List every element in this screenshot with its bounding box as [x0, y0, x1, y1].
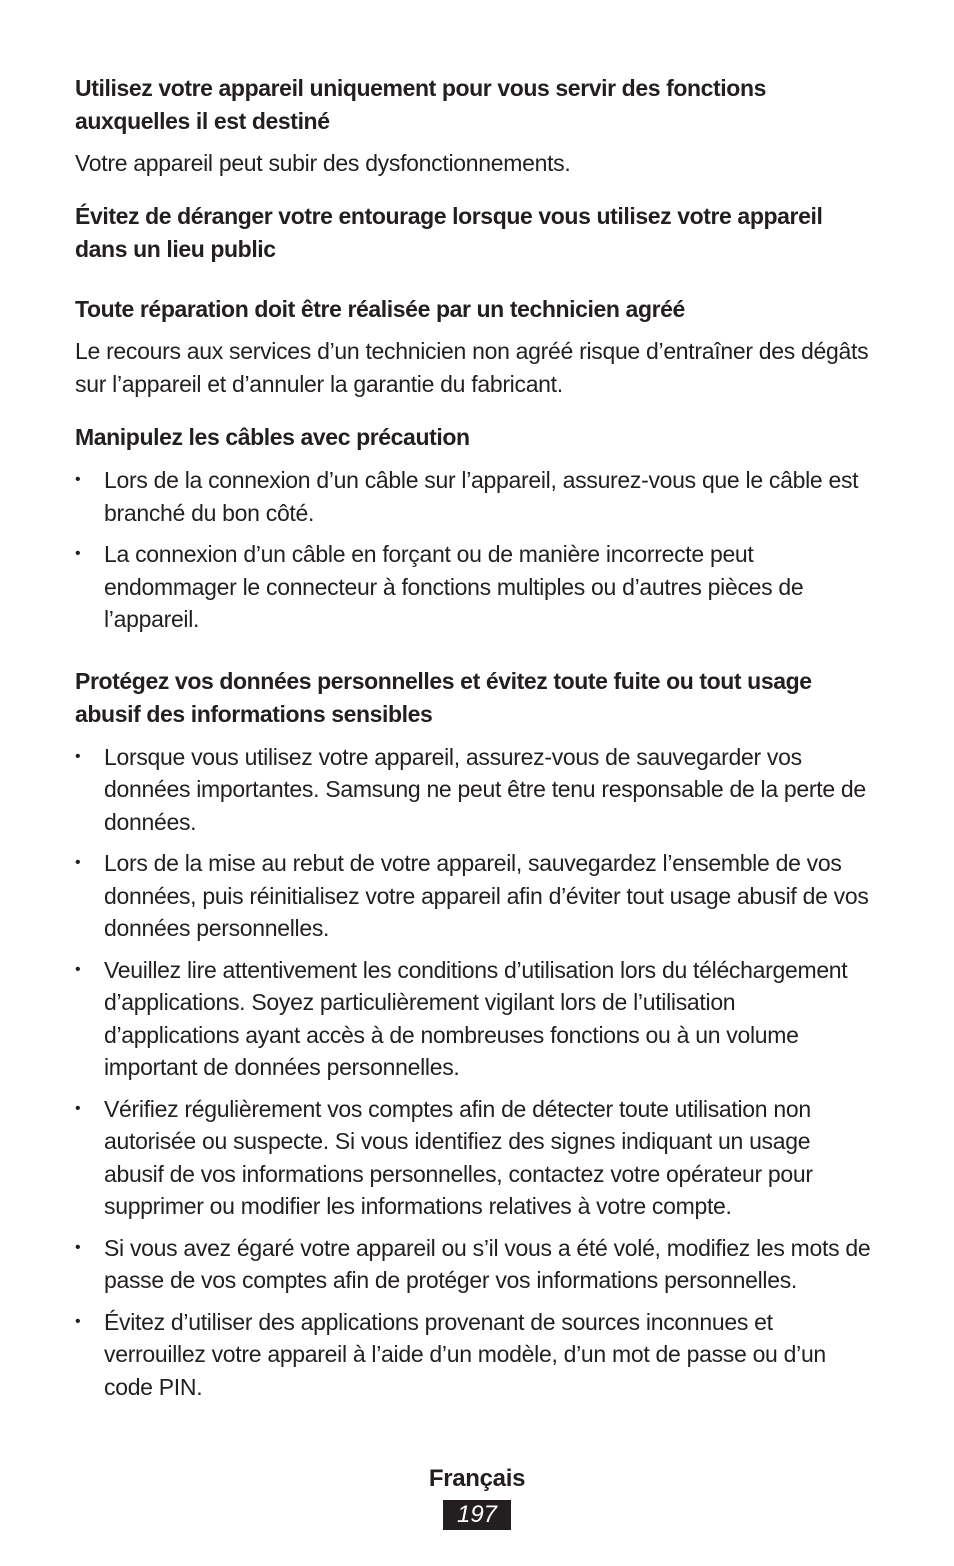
bullet-list [75, 464, 875, 636]
section-intended-use [75, 72, 875, 180]
section-paragraph: Votre appareil peut subir des dysfonctionnements. [75, 150, 571, 176]
list-item [75, 1093, 875, 1223]
list-item [75, 1306, 875, 1404]
list-item-text: Veuillez lire attentivement les conditions d’utilisation lors du téléchargement d’applications. Soyez particulièrement vigilant lors de l’utilisation d’applications ayant accès à de nombreuses fonctions ou à un volume important de données personnelles. [104, 956, 848, 1080]
section-heading: Toute réparation doit être réalisée par un technicien agréé [75, 296, 685, 322]
list-item-text: Vérifiez régulièrement vos comptes afin de détecter toute utilisation non autorisée ou suspecte. Si vous identifiez des signes indiquant un usage abusif de vos informations personnelles, contactez votre opérateur pour supprimer ou modifier les informations relatives à votre compte. [104, 1095, 813, 1219]
footer-language: Français [428, 1465, 526, 1492]
list-item-text: Si vous avez égaré votre appareil ou s’il vous a été volé, modifiez les mots de passe de vos comptes afin de protéger vos informations personnelles. [104, 1234, 871, 1293]
section-cables [75, 421, 875, 636]
list-item-text: Lors de la mise au rebut de votre appareil, sauvegardez l’ensemble de vos données, puis réinitialisez votre appareil afin d’éviter tout usage abusif de vos données personnelles. [104, 850, 869, 941]
list-item [75, 954, 875, 1084]
section-heading: Évitez de déranger votre entourage lorsque vous utilisez votre appareil dans un lieu public [75, 203, 823, 262]
list-item [75, 741, 875, 839]
bullet-icon: • [75, 471, 81, 488]
list-item-text: Lorsque vous utilisez votre appareil, assurez-vous de sauvegarder vos données importantes. Samsung ne peut être tenu responsable de la perte de données. [104, 743, 866, 835]
page-footer [0, 1462, 954, 1530]
bullet-icon: • [75, 545, 81, 562]
page-number: 197 [443, 1500, 511, 1530]
section-public-place [75, 200, 875, 266]
list-item [75, 1232, 875, 1297]
section-personal-data [75, 665, 875, 1404]
bullet-list [75, 741, 875, 1404]
bullet-icon: • [75, 1099, 81, 1117]
section-paragraph: Le recours aux services d’un technicien non agréé risque d’entraîner des dégâts sur l’appareil et d’annuler la garantie du fabricant. [75, 338, 869, 397]
list-item [75, 464, 875, 529]
section-heading: Manipulez les câbles avec précaution [75, 424, 470, 450]
section-repair [75, 293, 875, 401]
list-item-text: Évitez d’utiliser des applications provenant de sources inconnues et verrouillez votre appareil à l’aide d’un modèle, d’un mot de passe ou d’un code PIN. [104, 1308, 826, 1400]
bullet-icon: • [75, 1238, 81, 1256]
document-body [75, 72, 875, 1412]
list-item-text: La connexion d’un câble en forçant ou de manière incorrecte peut endommager le connecteur à fonctions multiples ou d’autres pièces de l’appareil. [104, 541, 804, 632]
bullet-icon: • [75, 960, 81, 978]
section-heading: Utilisez votre appareil uniquement pour vous servir des fonctions auxquelles il est destiné [75, 75, 766, 134]
section-heading: Protégez vos données personnelles et évitez toute fuite ou tout usage abusif des informations sensibles [75, 667, 812, 727]
list-item [75, 847, 875, 945]
bullet-icon: • [75, 1312, 81, 1330]
list-item [75, 538, 875, 636]
list-item-text: Lors de la connexion d’un câble sur l’appareil, assurez-vous que le câble est branché du bon côté. [104, 467, 859, 526]
bullet-icon: • [75, 854, 81, 871]
bullet-icon: • [75, 747, 81, 765]
